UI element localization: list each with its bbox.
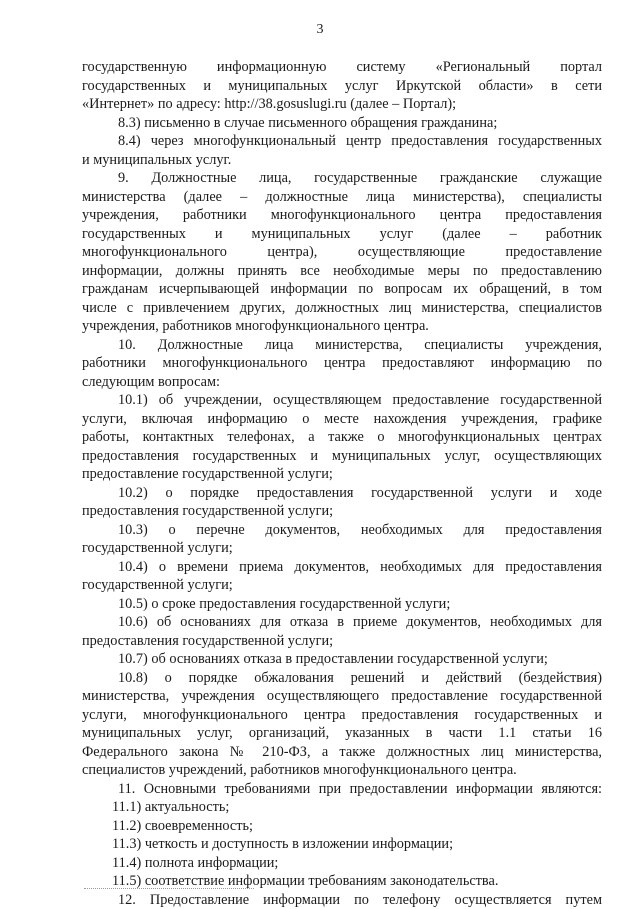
- text-line: учреждения, работников многофункционального центра.: [82, 317, 602, 336]
- text-line: услуги, многофункционального центра предоставления государственных и: [82, 706, 602, 725]
- text-line: и муниципальных услуг.: [82, 151, 602, 170]
- text-line: министерства (далее – должностные лица министерства), специалисты: [82, 188, 602, 207]
- text-line: государственной услуги;: [82, 539, 602, 558]
- text-line: предоставления государственных и муниципальных услуг, осуществляющих: [82, 447, 602, 466]
- text-line: 10.7) об основаниях отказа в предоставлении государственной услуги;: [82, 650, 602, 669]
- footer-divider: [84, 888, 254, 889]
- text-line: государственную информационную систему «Региональный портал: [82, 58, 602, 77]
- text-line: 10.5) о сроке предоставления государственной услуги;: [82, 595, 602, 614]
- text-line: 8.3) письменно в случае письменного обращения гражданина;: [82, 114, 602, 133]
- text-line: 11.5) соответствие информации требованиям законодательства.: [82, 872, 602, 891]
- text-line: 10.1) об учреждении, осуществляющем предоставление государственной: [82, 391, 602, 410]
- text-line: многофункционального центра), осуществляющие предоставление: [82, 243, 602, 262]
- text-line: услуги, включая информацию о месте нахождения учреждения, графике: [82, 410, 602, 429]
- text-line: 10.8) о порядке обжалования решений и действий (бездействия): [82, 669, 602, 688]
- text-line: предоставление государственной услуги;: [82, 465, 602, 484]
- text-line: министерства, учреждения осуществляющего предоставление государственной: [82, 687, 602, 706]
- text-line: работники многофункционального центра предоставляют информацию по: [82, 354, 602, 373]
- text-line: работы, контактных телефонах, а также о многофункциональных центрах: [82, 428, 602, 447]
- text-line: 8.4) через многофункциональный центр предоставления государственных: [82, 132, 602, 151]
- document-body: [82, 58, 602, 909]
- text-line: 11.3) четкость и доступность в изложении информации;: [82, 835, 602, 854]
- page-number: 3: [0, 22, 640, 38]
- text-line: 11. Основными требованиями при предоставлении информации являются:: [82, 780, 602, 799]
- text-line: Федерального закона № 210-ФЗ, а также должностных лиц министерства,: [82, 743, 602, 762]
- text-line: 9. Должностные лица, государственные гражданские служащие: [82, 169, 602, 188]
- text-line: государственных и муниципальных услуг (далее – работник: [82, 225, 602, 244]
- text-line: государственной услуги;: [82, 576, 602, 595]
- text-line: 10. Должностные лица министерства, специалисты учреждения,: [82, 336, 602, 355]
- text-line: 11.4) полнота информации;: [82, 854, 602, 873]
- text-line: государственных и муниципальных услуг Иркутской области» в сети: [82, 77, 602, 96]
- text-line: 12. Предоставление информации по телефону осуществляется путем: [82, 891, 602, 909]
- text-line: числе с привлечением других, должностных лиц министерства, специалистов: [82, 299, 602, 318]
- text-line: гражданам исчерпывающей информации по вопросам их обращений, в том: [82, 280, 602, 299]
- text-line: муниципальных услуг, организаций, указанных в части 1.1 статьи 16: [82, 724, 602, 743]
- text-line: 11.1) актуальность;: [82, 798, 602, 817]
- text-line: предоставления государственной услуги;: [82, 502, 602, 521]
- text-line: учреждения, работники многофункционального центра предоставления: [82, 206, 602, 225]
- text-line: 10.3) о перечне документов, необходимых для предоставления: [82, 521, 602, 540]
- text-line: 11.2) своевременность;: [82, 817, 602, 836]
- text-line: 10.2) о порядке предоставления государственной услуги и ходе: [82, 484, 602, 503]
- text-line: предоставления государственной услуги;: [82, 632, 602, 651]
- text-line: «Интернет» по адресу: http://38.gosuslugi.ru (далее – Портал);: [82, 95, 602, 114]
- text-line: следующим вопросам:: [82, 373, 602, 392]
- text-line: информации, должны принять все необходимые меры по предоставлению: [82, 262, 602, 281]
- text-line: 10.4) о времени приема документов, необходимых для предоставления: [82, 558, 602, 577]
- text-line: 10.6) об основаниях для отказа в приеме документов, необходимых для: [82, 613, 602, 632]
- text-line: специалистов учреждений, работников многофункционального центра.: [82, 761, 602, 780]
